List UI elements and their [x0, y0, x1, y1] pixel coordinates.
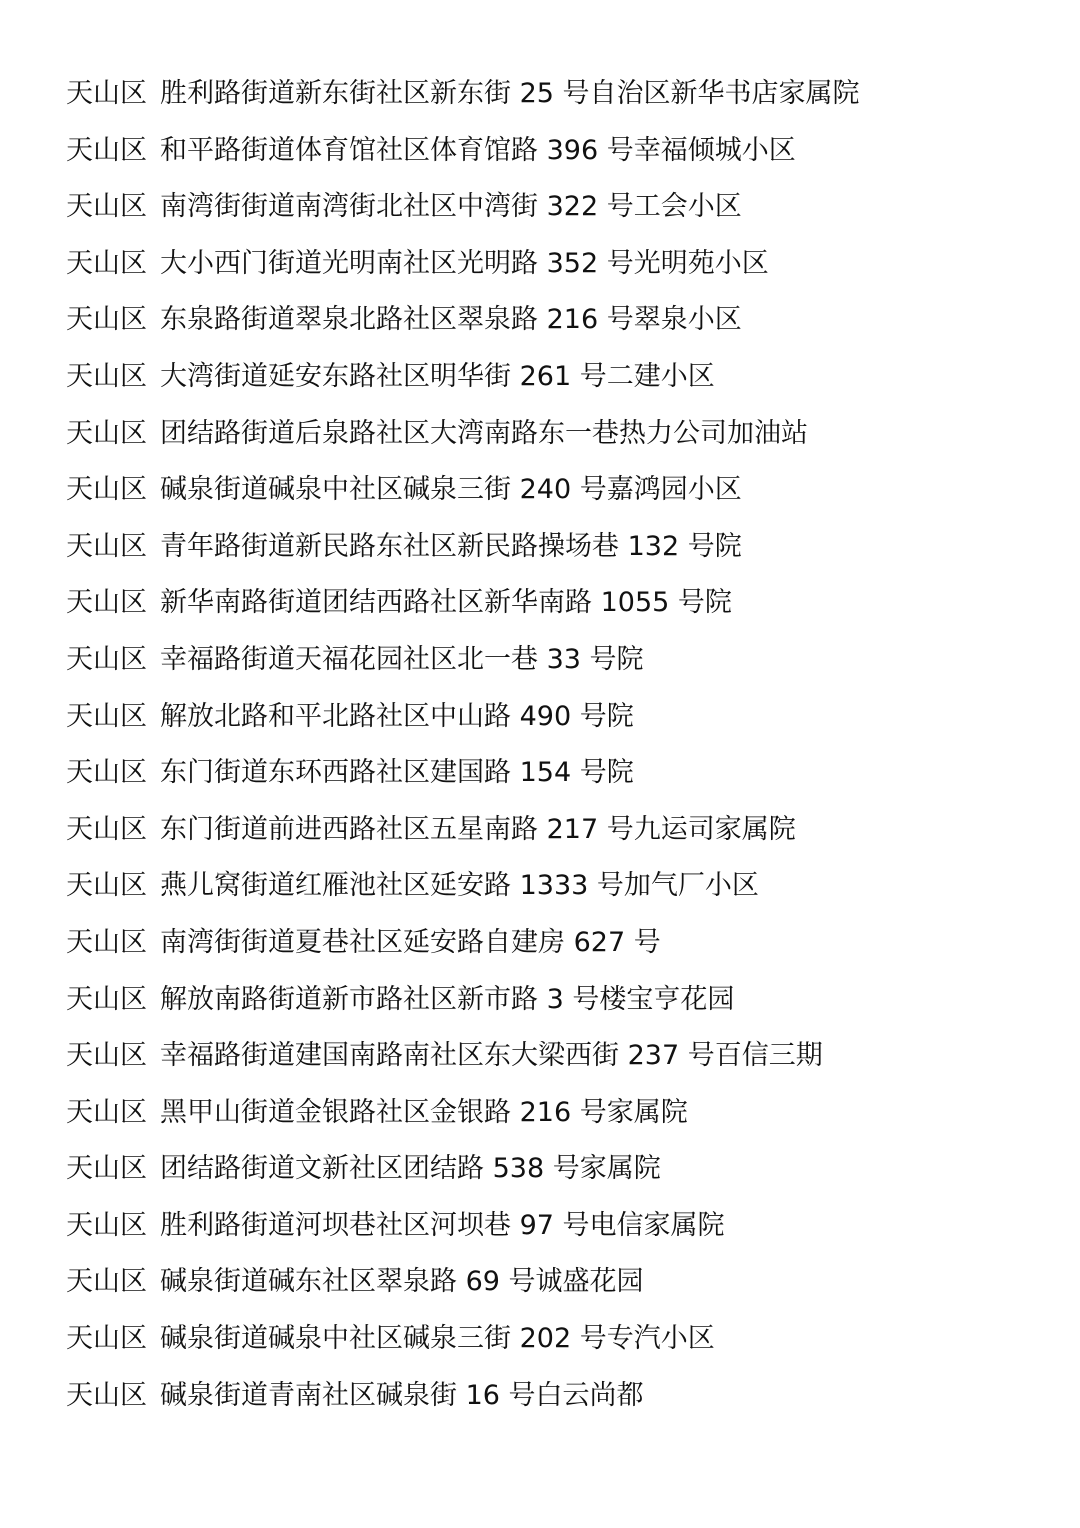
list-item [66, 1091, 1046, 1148]
district-label: 天山区 [66, 1266, 147, 1298]
address-text: 和平路街道体育馆社区体育馆路 396 号幸福倾城小区 [160, 134, 796, 166]
address-text: 解放南路街道新市路社区新市路 3 号楼宝亨花园 [160, 983, 735, 1015]
district-label: 天山区 [66, 587, 147, 619]
district-label: 天山区 [66, 1209, 147, 1241]
district-label: 天山区 [66, 757, 147, 789]
address-text: 黑甲山街道金银路社区金银路 216 号家属院 [160, 1096, 688, 1128]
address-text: 团结路街道文新社区团结路 538 号家属院 [160, 1153, 661, 1185]
list-item [66, 468, 1046, 525]
list-item [66, 185, 1046, 242]
list-item [66, 129, 1046, 186]
list-item [66, 808, 1046, 865]
address-text: 东门街道东环西路社区建国路 154 号院 [160, 757, 634, 789]
address-text: 碱泉街道碱泉中社区碱泉三街 202 号专汽小区 [160, 1323, 715, 1355]
list-item [66, 751, 1046, 808]
address-text: 胜利路街道新东街社区新东街 25 号自治区新华书店家属院 [160, 78, 860, 109]
address-text: 东泉路街道翠泉北路社区翠泉路 216 号翠泉小区 [160, 304, 742, 336]
address-text: 东门街道前进西路社区五星南路 217 号九运司家属院 [160, 813, 796, 845]
list-item [66, 1034, 1046, 1091]
district-label: 天山区 [66, 870, 147, 902]
district-label: 天山区 [66, 1096, 147, 1128]
list-item [66, 978, 1046, 1035]
district-label: 天山区 [66, 813, 147, 845]
list-item [66, 525, 1046, 582]
district-label: 天山区 [66, 643, 147, 675]
district-label: 天山区 [66, 417, 147, 449]
list-item [66, 1374, 1046, 1431]
address-text: 团结路街道后泉路社区大湾南路东一巷热力公司加油站 [160, 417, 808, 449]
list-item [66, 72, 1046, 129]
address-text: 碱泉街道碱泉中社区碱泉三街 240 号嘉鸿园小区 [160, 474, 742, 506]
address-text: 解放北路和平北路社区中山路 490 号院 [160, 700, 634, 732]
address-text: 青年路街道新民路东社区新民路操场巷 132 号院 [160, 530, 742, 562]
district-label: 天山区 [66, 1323, 147, 1355]
district-label: 天山区 [66, 983, 147, 1015]
list-item [66, 864, 1046, 921]
district-label: 天山区 [66, 78, 147, 109]
district-label: 天山区 [66, 1379, 147, 1411]
list-item [66, 581, 1046, 638]
list-item [66, 1204, 1046, 1261]
list-item [66, 412, 1046, 469]
address-text: 燕儿窝街道红雁池社区延安路 1333 号加气厂小区 [160, 870, 759, 902]
district-label: 天山区 [66, 191, 147, 223]
list-item [66, 242, 1046, 299]
list-item [66, 638, 1046, 695]
district-label: 天山区 [66, 304, 147, 336]
list-item [66, 921, 1046, 978]
list-item [66, 298, 1046, 355]
address-text: 幸福路街道天福花园社区北一巷 33 号院 [160, 643, 644, 675]
list-item [66, 355, 1046, 412]
list-item [66, 1317, 1046, 1374]
address-text: 南湾街街道南湾街北社区中湾街 322 号工会小区 [160, 191, 742, 223]
address-text: 大小西门街道光明南社区光明路 352 号光明苑小区 [160, 247, 769, 279]
address-text: 碱泉街道碱东社区翠泉路 69 号诚盛花园 [160, 1266, 644, 1298]
district-label: 天山区 [66, 247, 147, 279]
district-label: 天山区 [66, 700, 147, 732]
district-label: 天山区 [66, 474, 147, 506]
list-item [66, 1260, 1046, 1317]
district-label: 天山区 [66, 1153, 147, 1185]
address-list [66, 72, 1046, 1430]
list-item [66, 695, 1046, 752]
list-item [66, 1147, 1046, 1204]
address-text: 新华南路街道团结西路社区新华南路 1055 号院 [160, 587, 732, 619]
district-label: 天山区 [66, 530, 147, 562]
address-text: 碱泉街道青南社区碱泉街 16 号白云尚都 [160, 1379, 644, 1411]
address-text: 胜利路街道河坝巷社区河坝巷 97 号电信家属院 [160, 1209, 725, 1241]
district-label: 天山区 [66, 926, 147, 958]
address-text: 大湾街道延安东路社区明华街 261 号二建小区 [160, 360, 715, 392]
district-label: 天山区 [66, 360, 147, 392]
address-text: 南湾街街道夏巷社区延安路自建房 627 号 [160, 926, 661, 958]
address-text: 幸福路街道建国南路南社区东大梁西街 237 号百信三期 [160, 1040, 823, 1072]
district-label: 天山区 [66, 1040, 147, 1072]
district-label: 天山区 [66, 134, 147, 166]
